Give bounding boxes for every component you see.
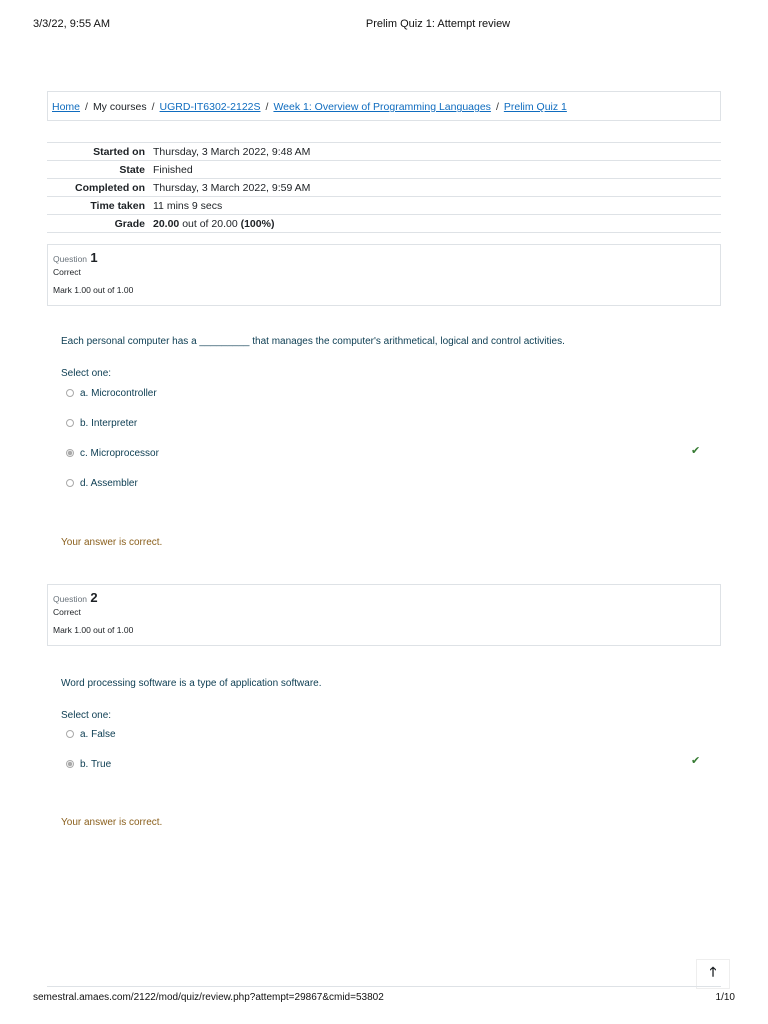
radio-button[interactable]: [66, 479, 74, 487]
question-info-box: [47, 244, 721, 306]
radio-button[interactable]: [66, 730, 74, 738]
question-state: Correct: [53, 267, 81, 277]
question-number-value: 2: [90, 590, 98, 605]
breadcrumb-course-link[interactable]: UGRD-IT6302-2122S: [159, 101, 261, 113]
grade-score: 20.00: [153, 217, 180, 230]
option-label: c. Microprocessor: [80, 447, 159, 459]
answer-option[interactable]: [66, 416, 137, 430]
print-header: [0, 18, 768, 32]
question-number: [53, 250, 715, 265]
breadcrumb-separator: /: [85, 101, 88, 113]
question-state: Correct: [53, 607, 81, 617]
breadcrumb-separator: /: [151, 101, 155, 113]
option-label: b. True: [80, 758, 112, 770]
summary-value: Finished: [153, 161, 721, 179]
radio-button-checked[interactable]: [66, 760, 74, 768]
checkmark-icon: ✔: [691, 755, 701, 767]
select-one-label: Select one:: [61, 368, 112, 379]
radio-button[interactable]: [66, 419, 74, 427]
option-label: b. Interpreter: [80, 417, 138, 429]
print-page-number: 1/10: [715, 992, 735, 1003]
breadcrumb-week-link[interactable]: Week 1: Overview of Programming Languages: [273, 101, 491, 113]
summary-row-grade: [47, 215, 721, 233]
print-date: 3/3/22, 9:55 AM: [33, 18, 111, 30]
summary-label: Completed on: [47, 179, 153, 197]
print-title: Prelim Quiz 1: Attempt review: [365, 18, 511, 30]
question-word: Question: [53, 594, 88, 604]
summary-value: 11 mins 9 secs: [153, 197, 721, 215]
back-to-top-button[interactable]: [696, 959, 730, 989]
option-label: a. Microcontroller: [80, 387, 157, 399]
option-label: a. False: [80, 728, 116, 740]
summary-label: State: [47, 161, 153, 179]
summary-label: Time taken: [47, 197, 153, 215]
attempt-summary-table: [47, 142, 721, 233]
answer-option[interactable]: [66, 476, 138, 490]
print-url: semestral.amaes.com/2122/mod/quiz/review.php?attempt=29867&cmid=53802: [33, 992, 384, 1003]
select-one-label: Select one:: [61, 710, 112, 721]
summary-label: Started on: [47, 143, 153, 161]
answer-option[interactable]: [66, 727, 116, 741]
feedback-text: Your answer is correct.: [61, 537, 163, 548]
grade-out-of: out of 20.00: [182, 217, 238, 230]
checkmark-icon: ✔: [691, 445, 701, 457]
question-word: Question: [53, 254, 88, 264]
arrow-up-icon: 🡑: [709, 964, 717, 979]
feedback-text: Your answer is correct.: [61, 817, 163, 828]
summary-value: Thursday, 3 March 2022, 9:59 AM: [153, 179, 721, 197]
footer-divider: [47, 986, 721, 987]
summary-value: Thursday, 3 March 2022, 9:48 AM: [153, 143, 721, 161]
answer-option-selected[interactable]: [66, 446, 159, 460]
breadcrumb-quiz-link[interactable]: Prelim Quiz 1: [503, 101, 567, 113]
question-number-value: 1: [90, 250, 98, 265]
breadcrumb-home-link[interactable]: Home: [52, 101, 81, 113]
option-label: d. Assembler: [80, 477, 138, 489]
grade-percent-close: ): [270, 217, 275, 230]
breadcrumb-my-courses: My courses: [92, 101, 147, 113]
question-mark: Mark 1.00 out of 1.00: [53, 285, 134, 295]
question-text: Each personal computer has a _________ that manages the computer's arithmetical, logical and control activities.: [61, 336, 565, 347]
question-mark: Mark 1.00 out of 1.00: [53, 625, 134, 635]
radio-button-checked[interactable]: [66, 449, 74, 457]
grade-value: [153, 215, 721, 233]
answer-option[interactable]: [66, 386, 157, 400]
summary-row-completed: [47, 179, 721, 197]
question-info-box: [47, 584, 721, 646]
breadcrumb: [47, 91, 721, 121]
summary-row-state: [47, 161, 721, 179]
grade-percent-open: (: [240, 217, 245, 230]
summary-row-started: [47, 143, 721, 161]
breadcrumb-separator: /: [495, 101, 499, 113]
answer-option-selected[interactable]: [66, 757, 111, 771]
summary-row-time-taken: [47, 197, 721, 215]
breadcrumb-separator: /: [265, 101, 269, 113]
question-text: Word processing software is a type of application software.: [61, 678, 322, 689]
grade-percent: 100%: [244, 217, 271, 230]
radio-button[interactable]: [66, 389, 74, 397]
summary-label: Grade: [47, 215, 153, 233]
question-number: [53, 590, 715, 605]
